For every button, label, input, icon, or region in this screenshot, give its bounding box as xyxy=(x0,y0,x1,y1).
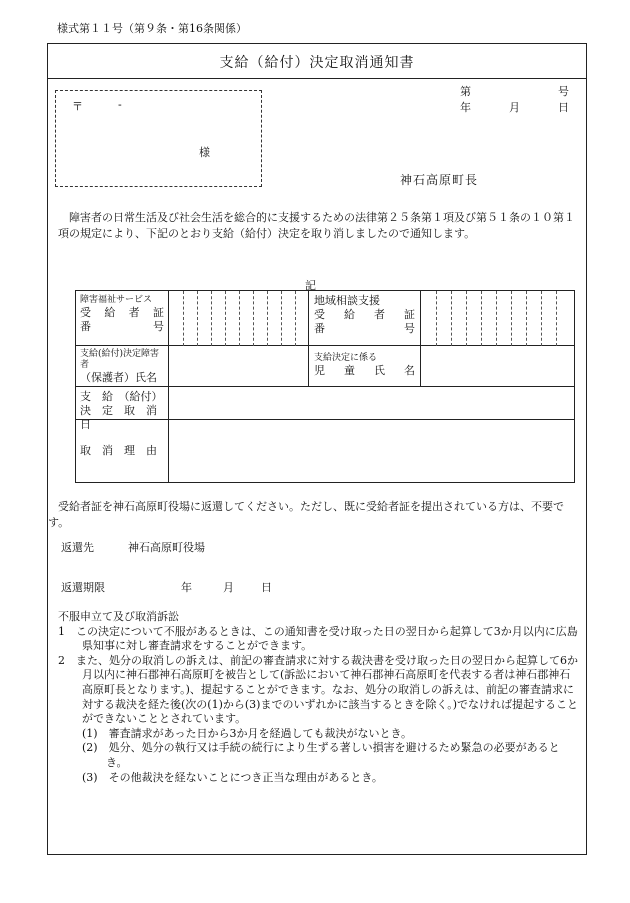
title-divider xyxy=(48,78,586,79)
child-label-line2: 児 童 氏 名 xyxy=(314,364,415,377)
cancel-reason-field[interactable] xyxy=(169,420,574,482)
consult-label-line2: 受 給 者 証 xyxy=(314,308,415,321)
appeal-section xyxy=(58,610,580,785)
cancel-date-label xyxy=(76,387,169,431)
cert-label-line1: 障害福祉サービス xyxy=(80,295,153,305)
child-label-line1: 支給決定に係る xyxy=(314,353,378,363)
cancel-date-field[interactable] xyxy=(169,387,574,420)
document-title: 支給（給付）決定取消通知書 xyxy=(219,55,415,71)
cancel-date-line1: 支 給 （給付） xyxy=(80,390,163,403)
cancel-reason-label xyxy=(76,420,169,482)
person-name-field[interactable] xyxy=(169,346,309,387)
appeal-sub-1: (1) 審査請求があった日から3か月を経過しても裁決がないとき。 xyxy=(82,726,413,740)
number-go: 号 xyxy=(558,85,569,98)
issuer-name: 神石高原町長 xyxy=(400,173,479,187)
date-month: 月 xyxy=(509,101,520,114)
appeal-item-1: 1 この決定について不服があるときは、この通知書を受け取った日の翌日から起算して3か月以内に広島県知事に対し審査請求をすることができます。 xyxy=(58,624,578,653)
cert-label-line2: 受 給 者 証 xyxy=(80,306,164,319)
ki-label: 記 xyxy=(305,279,316,292)
consult-number-label xyxy=(309,291,421,346)
cert-label-line3: 番 号 xyxy=(80,320,164,333)
honorific-sama: 様 xyxy=(199,146,210,159)
cert-number-field[interactable] xyxy=(169,291,309,346)
postal-dash: - xyxy=(118,98,122,111)
address-box xyxy=(55,90,262,187)
details-table xyxy=(75,290,575,483)
deadline-year: 年 xyxy=(181,581,192,594)
deadline-month: 月 xyxy=(223,581,234,594)
document-frame xyxy=(47,43,587,855)
reason-label-text: 取 消 理 由 xyxy=(80,444,157,457)
notice-body: 障害者の日常生活及び社会生活を総合的に支援するための法律第２５条第１項及び第５１条の１０第１項の規定により、下記のとおり支給（給付）決定を取り消しましたので通知します。 xyxy=(58,211,575,240)
child-name-field[interactable] xyxy=(421,346,574,387)
deadline-label: 返還期限 xyxy=(61,581,105,594)
number-dai: 第 xyxy=(460,85,471,98)
return-note: 受給者証を神石高原町役場に返還してください。ただし、既に受給者証を提出されている方は、不要です。 xyxy=(48,500,564,529)
date-year: 年 xyxy=(460,101,471,114)
deadline-day: 日 xyxy=(261,581,272,594)
return-destination xyxy=(61,539,205,555)
child-name-label xyxy=(309,346,421,387)
person-name-label xyxy=(76,346,169,387)
postal-mark: 〒 xyxy=(72,100,83,113)
person-label-line1: 支給(給付)決定障害者 xyxy=(80,349,160,370)
person-label-line2: （保護者）氏名 xyxy=(80,371,157,384)
appeal-heading: 不服申立て及び取消訴訟 xyxy=(58,610,179,623)
appeal-sub-2: (2) 処分、処分の執行又は手続の続行により生ずる著しい損害を避けるため緊急の必要があるとき。 xyxy=(82,741,560,769)
return-to-label: 返還先 xyxy=(61,541,94,554)
return-to-value: 神石高原町役場 xyxy=(128,541,205,554)
consult-number-field[interactable] xyxy=(421,291,574,346)
cert-number-label xyxy=(76,291,169,346)
date-day: 日 xyxy=(558,101,569,114)
cancel-date-line2: 決 定 取 消 日 xyxy=(80,404,168,431)
consult-label-line3: 番 号 xyxy=(314,322,415,335)
appeal-sub-3: (3) その他裁決を経ないことにつき正当な理由があるとき。 xyxy=(82,770,383,784)
form-number: 様式第１１号（第９条・第16条関係） xyxy=(57,22,247,35)
consult-label-line1: 地域相談支援 xyxy=(314,294,380,307)
appeal-item-2: 2 また、処分の取消しの訴えは、前記の審査請求に対する裁決書を受け取った日の翌日から起算して6か月以内に神石郡神石高原町を被告として(訴訟において神石郡神石高原町を代表する者は神石郡神石高原町長となります。)、提起することができます。なお、処分の取消しの訴えは、前記の審査請求に対する裁決を経た後(次の(1)から(3)までのいずれかに該当するときを除く。)でなければ提起することができないこととされています。 xyxy=(58,653,579,726)
